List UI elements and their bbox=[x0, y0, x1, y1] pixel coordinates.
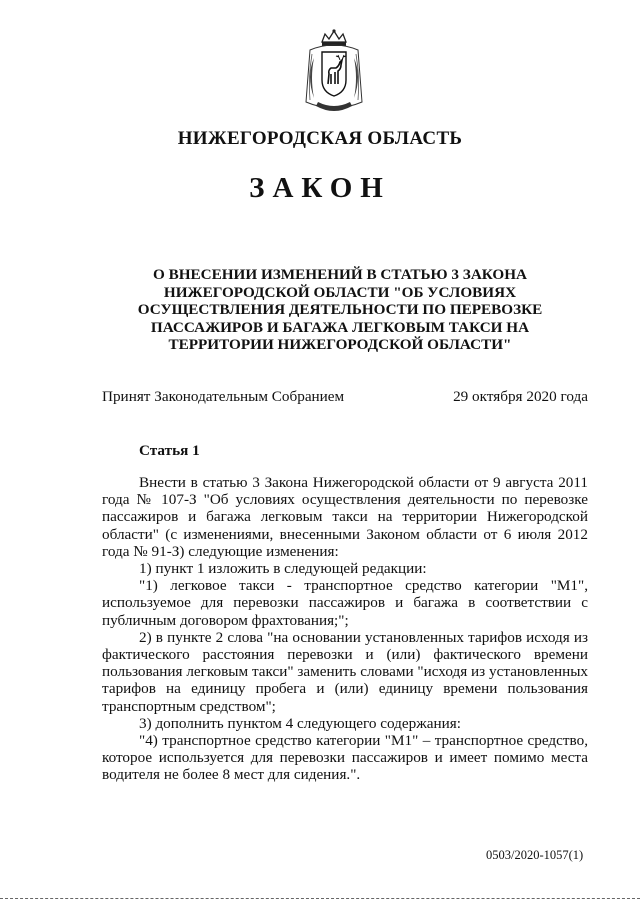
paragraph: Внести в статью 3 Закона Нижегородской области от 9 августа 2011 года № 107-З "Об условиях осуществления деятельности по перевозке пассажиров и багажа легковым такси на территории Нижегородской области" (с изменениями, внесенными Законом области от 6 июля 2012 года № 91-З) следующие изменения: bbox=[102, 474, 588, 560]
article-heading: Статья 1 bbox=[139, 442, 200, 459]
region-name: НИЖЕГОРОДСКАЯ ОБЛАСТЬ bbox=[177, 128, 463, 149]
article-body bbox=[102, 474, 588, 784]
adoption-date: 29 октября 2020 года bbox=[453, 388, 588, 405]
adoption-line bbox=[102, 388, 588, 406]
paragraph: 1) пункт 1 изложить в следующей редакции: bbox=[139, 560, 427, 578]
paragraph: 2) в пункте 2 слова "на основании установленных тарифов исходя из фактического расстояния перевозки и (или) фактического времени пользования легковым такси" заменить словами "исходя из установленных тарифов на единицу пробега и (или) единицу времени пользования транспортным средством"; bbox=[102, 628, 588, 715]
paragraph: 3) дополнить пунктом 4 следующего содержания: bbox=[139, 714, 461, 732]
paragraph: "1) легковое такси - транспортное средство категории "M1", используемое для перевозки пассажиров и багажа в соответствии с публичным договором фрахтования;"; bbox=[102, 577, 588, 629]
law-title: О ВНЕСЕНИИ ИЗМЕНЕНИЙ В СТАТЬЮ 3 ЗАКОНА НИЖЕГОРОДСКОЙ ОБЛАСТИ "ОБ УСЛОВИЯХ ОСУЩЕСТВЛЕНИЯ ДЕЯТЕЛЬНОСТИ ПО ПЕРЕВОЗКЕ ПАССАЖИРОВ И БАГАЖА ЛЕГКОВЫМ ТАКСИ НА ТЕРРИТОРИИ НИЖЕГОРОДСКОЙ ОБЛАСТИ" bbox=[137, 266, 543, 353]
coat-of-arms-icon bbox=[298, 28, 370, 116]
paragraph: "4) транспортное средство категории "M1" – транспортное средство, которое используется для перевозки пассажиров и имеет помимо места водителя не более 8 мест для сидения.". bbox=[102, 732, 588, 784]
document-type: ЗАКОН bbox=[249, 172, 391, 204]
bottom-divider bbox=[0, 898, 640, 900]
document-code: 0503/2020-1057(1) bbox=[486, 848, 584, 862]
adopted-by: Принят Законодательным Собранием bbox=[102, 388, 345, 405]
